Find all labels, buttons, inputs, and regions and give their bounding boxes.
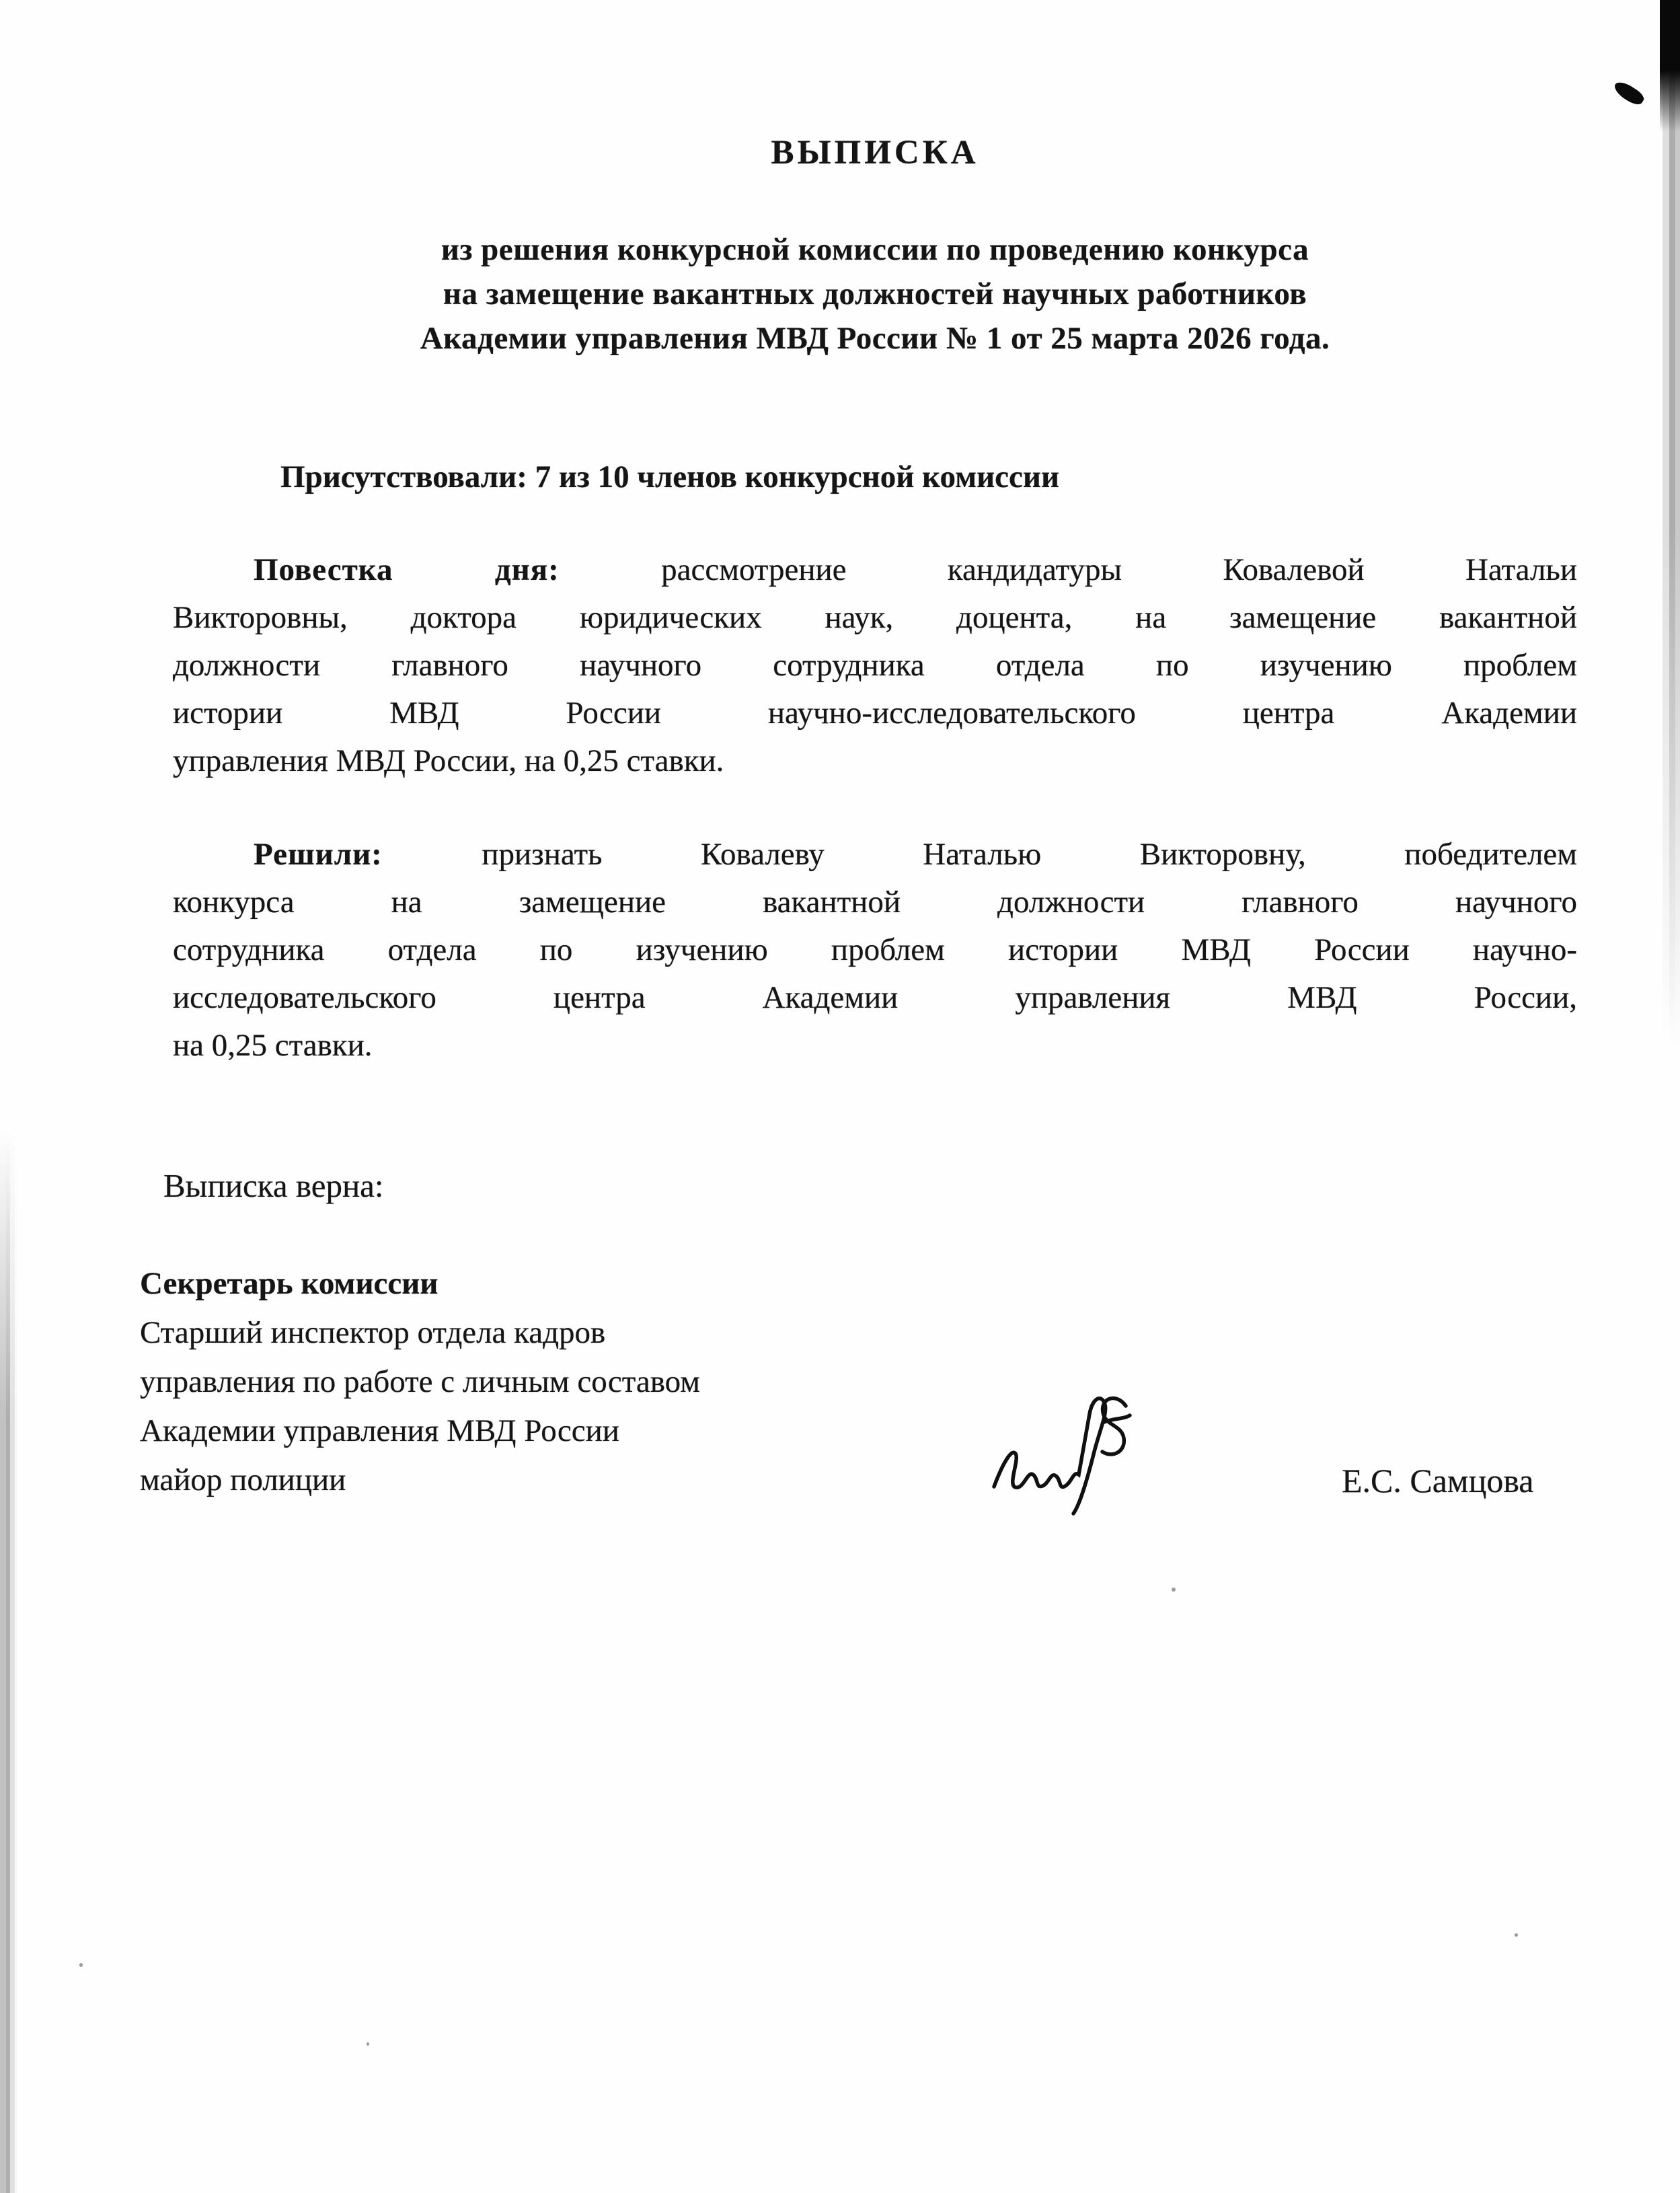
resolution-line: Решили: признать Ковалеву Наталью Викторовну, победителем	[254, 837, 1577, 872]
signatory-block	[140, 1259, 1028, 1505]
resolution-line: на 0,25 ставки.	[173, 1028, 373, 1063]
paragraph-lead: Решили:	[254, 837, 482, 872]
agenda-line: истории МВД России научно-исследовательского центра Академии	[173, 696, 1577, 731]
scan-speck	[1172, 1588, 1176, 1592]
ink-dash-mark-icon	[1611, 79, 1646, 108]
scan-speck	[367, 2042, 369, 2046]
scan-speck	[1515, 1933, 1518, 1937]
subtitle-line: Академии управления МВД России № 1 от 25 марта 2026 года.	[420, 321, 1330, 356]
resolution-paragraph	[173, 831, 1577, 1070]
agenda-line: должности главного научного сотрудника отдела по изучению проблем	[173, 648, 1577, 683]
certification-line: Выписка верна:	[163, 1167, 384, 1204]
signatory-role-line: Старший инспектор отдела кадров	[140, 1315, 606, 1350]
resolution-line: исследовательского центра Академии управления МВД России,	[173, 980, 1577, 1015]
attendance-line: Присутствовали: 7 из 10 членов конкурсной комиссии	[280, 459, 1060, 494]
agenda-line: Викторовны, доктора юридических наук, доцента, на замещение вакантной	[173, 600, 1577, 635]
document-title: ВЫПИСКА	[771, 134, 979, 172]
scan-edge-right	[1663, 0, 1680, 1049]
agenda-line: Повестка дня: рассмотрение кандидатуры Ковалевой Натальи	[254, 552, 1577, 587]
resolution-line: сотрудника отдела по изучению проблем истории МВД России научно-	[173, 932, 1577, 967]
signatory-name: Е.С. Самцова	[1342, 1462, 1534, 1499]
agenda-paragraph	[173, 546, 1577, 785]
paragraph-lead: Повестка дня:	[254, 552, 662, 587]
subtitle-line: на замещение вакантных должностей научных работников	[443, 276, 1307, 311]
signatory-role-line: Академии управления МВД России	[140, 1413, 619, 1448]
signatory-role-line: майор полиции	[140, 1462, 346, 1497]
agenda-line: управления МВД России, на 0,25 ставки.	[173, 743, 724, 778]
scan-speck	[79, 1963, 83, 1967]
resolution-line: конкурса на замещение вакантной должности главного научного	[173, 885, 1577, 920]
signatory-role-line: управления по работе с личным составом	[140, 1364, 700, 1399]
signature-icon	[987, 1384, 1149, 1526]
signatory-role-line: Секретарь комиссии	[140, 1266, 438, 1301]
subtitle-line: из решения конкурсной комиссии по проведению конкурса	[441, 232, 1309, 267]
scan-edge-right-dark	[1660, 0, 1680, 131]
document-subtitle	[173, 227, 1577, 361]
scan-edge-left	[0, 1130, 17, 2193]
